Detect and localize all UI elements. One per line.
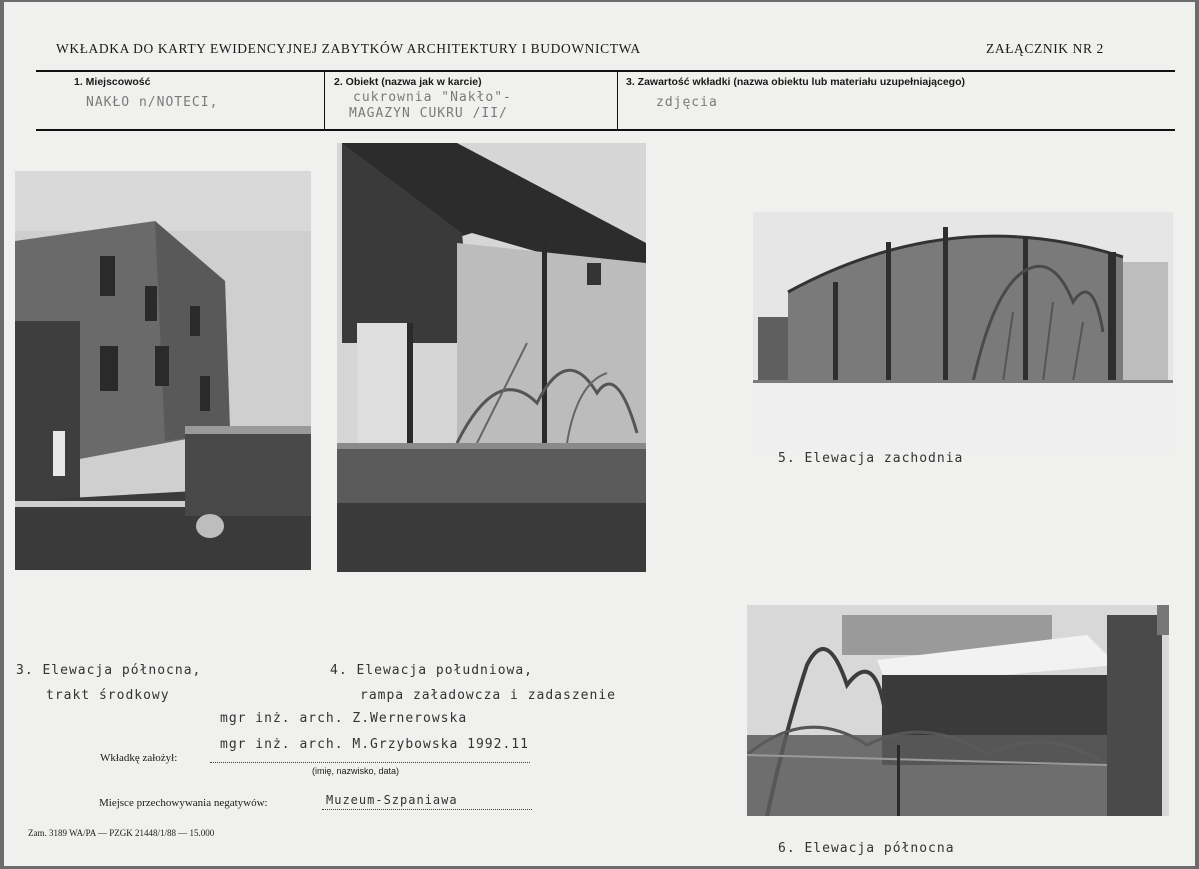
founded-dotted-line	[210, 762, 530, 763]
caption-photo-6: 6. Elewacja północna	[778, 841, 955, 856]
founded-hint: (imię, nazwisko, data)	[312, 766, 400, 776]
place-value: NAKŁO n/NOTECI,	[86, 95, 219, 110]
storage-label: Miejsce przechowywania negatywów:	[99, 797, 268, 809]
place-label: 1. Miejscowość	[74, 76, 151, 88]
author-line-1: mgr inż. arch. Z.Wernerowska	[220, 711, 468, 726]
storage-value: Muzeum-Szpaniawa	[326, 793, 458, 807]
record-sheet	[4, 2, 1195, 866]
author-line-2: mgr inż. arch. M.Grzybowska 1992.11	[220, 737, 529, 752]
field-divider-2	[617, 72, 618, 129]
print-info: Zam. 3189 WA/PA — PZGK 21448/1/88 — 15.000	[28, 828, 215, 838]
photo-north-elevation	[747, 605, 1169, 816]
photo-north-elevation-middle	[15, 171, 311, 570]
caption-photo-3-line2: trakt środkowy	[46, 688, 170, 703]
caption-photo-4-line2: rampa załadowcza i zadaszenie	[360, 688, 616, 703]
caption-photo-4-line1: 4. Elewacja południowa,	[330, 663, 534, 678]
photo-south-elevation-loading-ramp	[337, 143, 646, 572]
header-rule-top	[36, 70, 1175, 72]
annex-number: ZAŁĄCZNIK NR 2	[986, 41, 1104, 56]
caption-photo-5: 5. Elewacja zachodnia	[778, 451, 964, 466]
sheet-title: WKŁADKA DO KARTY EWIDENCYJNEJ ZABYTKÓW ARCHITEKTURY I BUDOWNICTWA	[56, 41, 641, 56]
founded-label: Wkładkę założył:	[100, 752, 178, 764]
object-value-line1: cukrownia "Nakło"-	[353, 90, 512, 105]
field-divider-1	[324, 72, 325, 129]
storage-dotted-line	[322, 809, 532, 810]
photo-west-elevation	[753, 212, 1173, 450]
contents-value: zdjęcia	[656, 95, 718, 110]
header-rule-bottom	[36, 129, 1175, 131]
object-label: 2. Obiekt (nazwa jak w karcie)	[334, 76, 482, 88]
object-value-line2: MAGAZYN CUKRU /II/	[349, 106, 508, 121]
contents-label: 3. Zawartość wkładki (nazwa obiektu lub materiału uzupełniającego)	[626, 76, 965, 88]
caption-photo-3-line1: 3. Elewacja północna,	[16, 663, 202, 678]
